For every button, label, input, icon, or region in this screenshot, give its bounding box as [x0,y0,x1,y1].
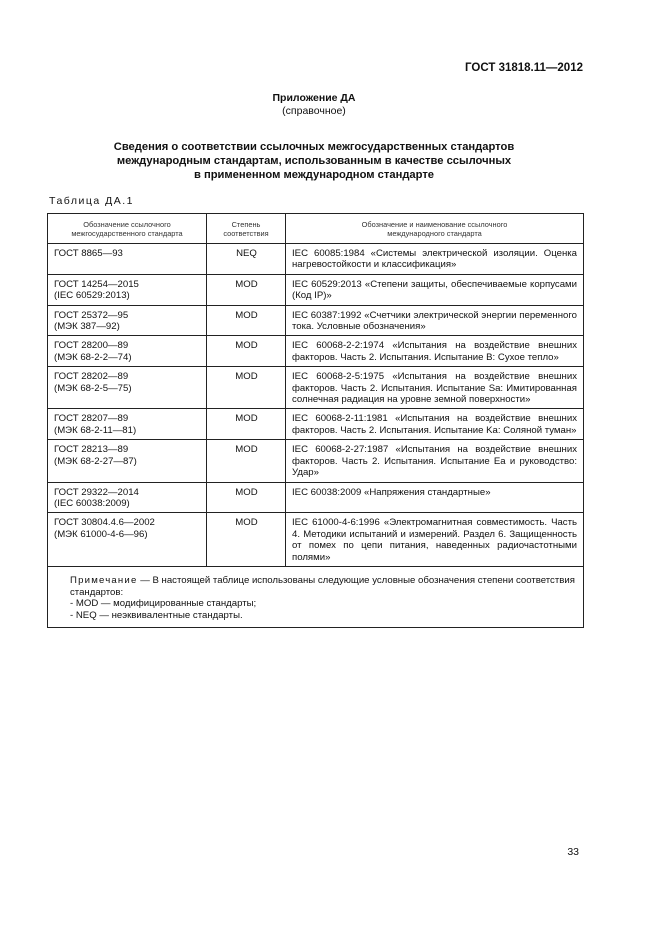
note-text [70,575,577,598]
header-ref-standard-line-2: межгосударственного стандарта [71,229,183,238]
ref-standard-code: ГОСТ 30804.4.6—2002 [54,517,155,529]
degree-cell: MOD [207,513,286,567]
annex-title: Приложение ДА [272,92,356,104]
table-row [48,440,584,482]
header-degree [207,214,286,244]
ref-standard-code: ГОСТ 8865—93 [54,248,123,259]
ref-standard-cell [48,409,207,440]
document-code: ГОСТ 31818.11—2012 [465,62,583,74]
table-header-row [48,214,584,244]
degree-cell: MOD [207,336,286,367]
degree-cell: MOD [207,482,286,513]
table-row [48,274,584,305]
note-item-neq: - NEQ — неэквивалентные стандарты. [70,609,243,621]
intl-standard-cell: IEC 60068-2-2:1974 «Испытания на воздействие внешних факторов. Часть 2. Испытания. Испытание B: Сухое тепло» [286,336,584,367]
intl-standard-cell: IEC 60529:2013 «Степени защиты, обеспечиваемые корпусами (Код IP)» [286,274,584,305]
ref-standard-code: ГОСТ 28207—89 [54,413,129,425]
ref-standard-equivalent: (МЭК 387—92) [54,321,120,333]
ref-standard-equivalent: (МЭК 68-2-27—87) [54,455,137,467]
table-row [48,336,584,367]
note-item-mod: - MOD — модифицированные стандарты; [70,598,257,610]
heading-line-1: Сведения о соответствии ссылочных межгосударственных стандартов [113,141,515,153]
ref-standard-equivalent: (МЭК 68-2-5—75) [54,382,132,394]
ref-standard-cell [48,482,207,513]
table-row [48,513,584,567]
ref-standard-cell [48,513,207,567]
page-number: 33 [567,846,579,858]
header-ref-standard-line-1: Обозначение ссылочного [83,220,171,229]
ref-standard-equivalent: (IEC 60038:2009) [54,497,130,509]
degree-cell: MOD [207,367,286,409]
degree-cell: MOD [207,305,286,336]
ref-standard-equivalent: (МЭК 68-2-11—81) [54,424,137,436]
ref-standard-cell [48,440,207,482]
ref-standard-cell [48,274,207,305]
heading-line-2: международным стандартам, использованным в качестве ссылочных [116,155,512,167]
table-row [48,367,584,409]
intl-standard-cell: IEC 60068-2-5:1975 «Испытания на воздействие внешних факторов. Часть 2. Испытания. Испытание Sa: Имитированная солнечная радиация на уровне земной поверхности» [286,367,584,409]
header-intl-standard [286,214,584,244]
heading-line-3: в примененном международном стандарте [193,169,435,181]
ref-standard-cell [48,305,207,336]
table-note-row [48,566,584,627]
intl-standard-cell: IEC 60068-2-11:1981 «Испытания на воздействие внешних факторов. Часть 2. Испытания. Испытание Ka: Соляной туман» [286,409,584,440]
degree-cell: NEQ [207,244,286,275]
ref-standard-code: ГОСТ 28213—89 [54,444,129,456]
ref-standard-code: ГОСТ 25372—95 [54,309,129,321]
table-row [48,482,584,513]
header-intl-standard-line-1: Обозначение и наименование ссылочного [361,220,508,229]
header-intl-standard-line-2: международного стандарта [387,229,482,238]
header-degree-line-1: Степень [231,220,261,229]
note-label: Примечание [70,574,138,586]
ref-standard-equivalent: (МЭК 68-2-2—74) [54,351,132,363]
ref-standard-code: ГОСТ 28202—89 [54,371,129,383]
table-row [48,409,584,440]
header-ref-standard [48,214,207,244]
note-body: — В настоящей таблице использованы следующие условные обозначения степени соответствия стандартов: [70,574,575,598]
degree-cell: MOD [207,274,286,305]
section-heading [0,140,628,182]
header-degree-line-2: соответствия [223,229,269,238]
correspondence-table [47,213,584,628]
ref-standard-cell [48,244,207,275]
ref-standard-cell [48,367,207,409]
ref-standard-code: ГОСТ 14254—2015 [54,278,139,290]
intl-standard-cell: IEC 60085:1984 «Системы электрической изоляции. Оценка нагревостойкости и классификация» [286,244,584,275]
intl-standard-cell: IEC 60387:1992 «Счетчики электрической энергии переменного тока. Условные обозначения» [286,305,584,336]
table-note [48,566,584,627]
degree-cell: MOD [207,409,286,440]
annex-title-block [0,92,628,118]
intl-standard-cell: IEC 60068-2-27:1987 «Испытания на воздействие внешних факторов. Часть 2. Испытания. Испытание Ea и руководство: Удар» [286,440,584,482]
annex-subtitle: (справочное) [282,105,346,117]
ref-standard-equivalent: (IEC 60529:2013) [54,290,130,302]
ref-standard-code: ГОСТ 28200—89 [54,340,129,352]
intl-standard-cell: IEC 61000-4-6:1996 «Электромагнитная совместимость. Часть 4. Методики испытаний и измерений. Раздел 6. Защищенность от помех по цепи питания, наведенных радиочастотными полями» [286,513,584,567]
intl-standard-cell: IEC 60038:2009 «Напряжения стандартные» [286,482,584,513]
table-row [48,305,584,336]
table-label: Таблица ДА.1 [49,195,134,207]
ref-standard-code: ГОСТ 29322—2014 [54,486,139,498]
table-row [48,244,584,275]
ref-standard-equivalent: (МЭК 61000-4-6—96) [54,528,148,540]
ref-standard-cell [48,336,207,367]
degree-cell: MOD [207,440,286,482]
